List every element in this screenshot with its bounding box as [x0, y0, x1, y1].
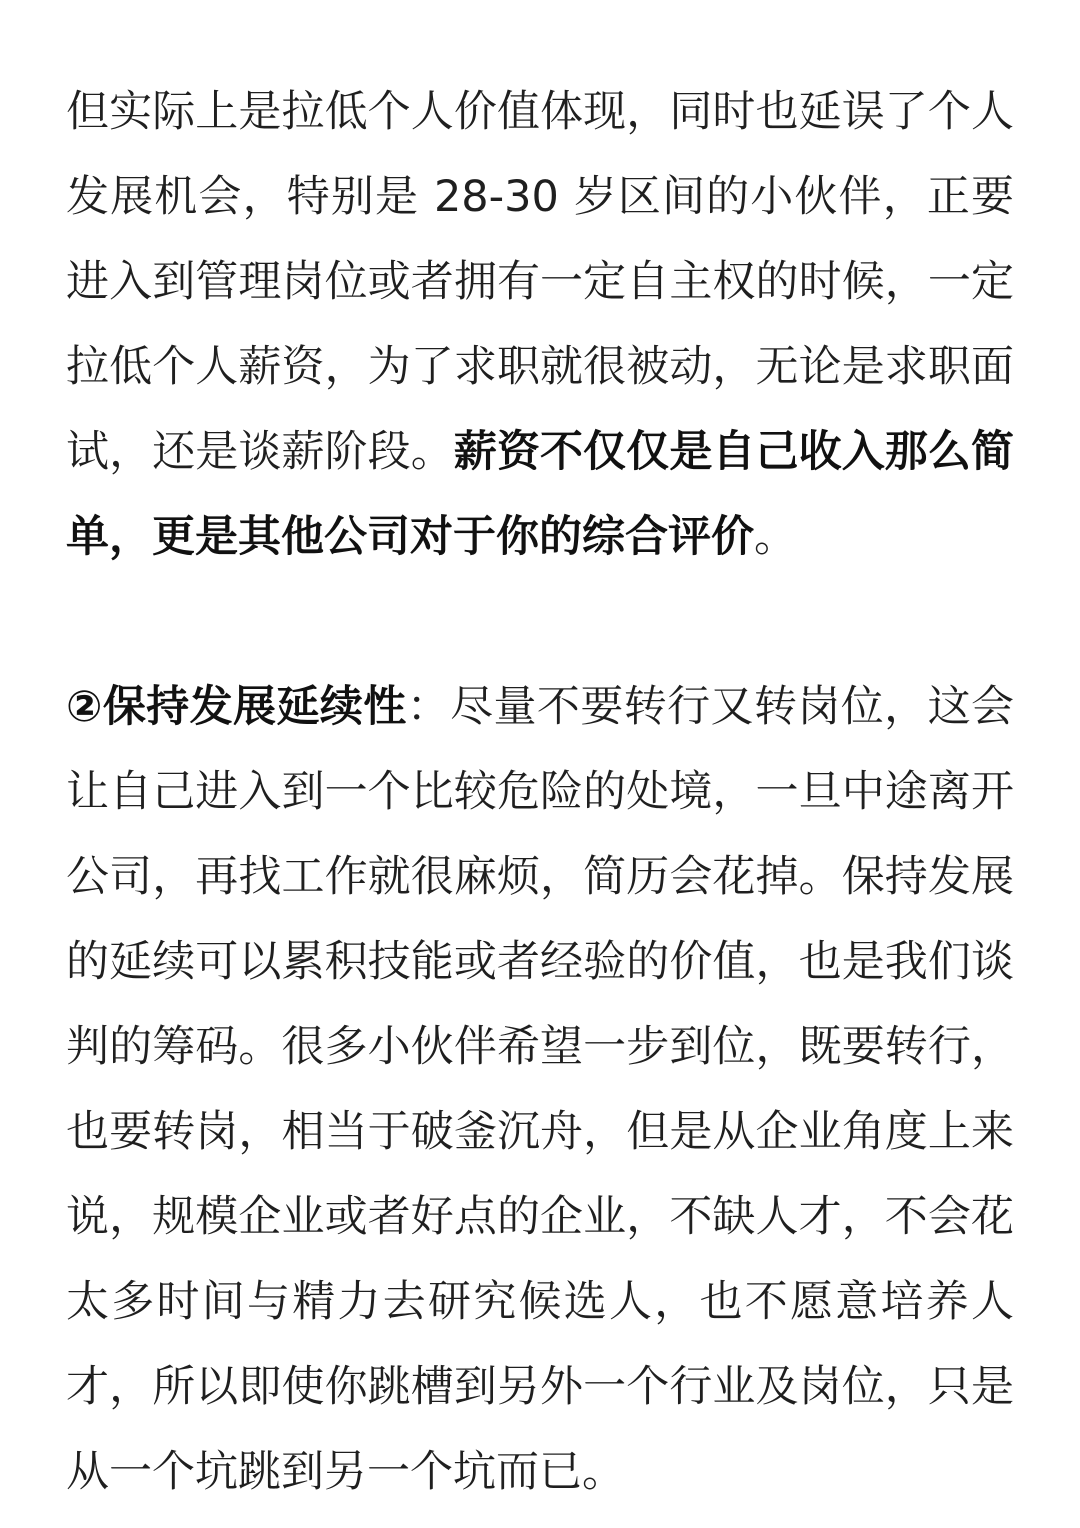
paragraph-continuity — [66, 665, 1014, 1515]
salary-emphasis-end: 。 — [754, 512, 797, 562]
paragraph-salary — [66, 70, 1014, 580]
paragraph-salary-text: 但实际上是拉低个人价值体现，同时也延误了个人发展机会，特别是 28-30 岁区间的小伙伴，正要进入到管理岗位或者拥有一定自主权的时候，一定拉低个人薪资，为了求职就很被动，无论是求职面试，还是谈薪阶段。 — [66, 87, 1014, 477]
salary-emphasis: 薪资不仅仅是自己收入那么简单，更是其他公司对于你的综合评价 — [66, 427, 1015, 562]
continuity-heading: ②保持发展延续性 — [66, 682, 407, 732]
paragraph-continuity-text: ：尽量不要转行又转岗位，这会让自己进入到一个比较危险的处境，一旦中途离开公司，再找工作就很麻烦，简历会花掉。保持发展的延续可以累积技能或者经验的价值，也是我们谈判的筹码。很多小伙伴希望一步到位，既要转行，也要转岗，相当于破釜沉舟，但是从企业角度上来说，规模企业或者好点的企业，不缺人才，不会花太多时间与精力去研究候选人，也不愿意培养人才，所以即使你跳槽到另外一个行业及岗位，只是从一个坑跳到另一个坑而已。 — [66, 682, 1014, 1497]
